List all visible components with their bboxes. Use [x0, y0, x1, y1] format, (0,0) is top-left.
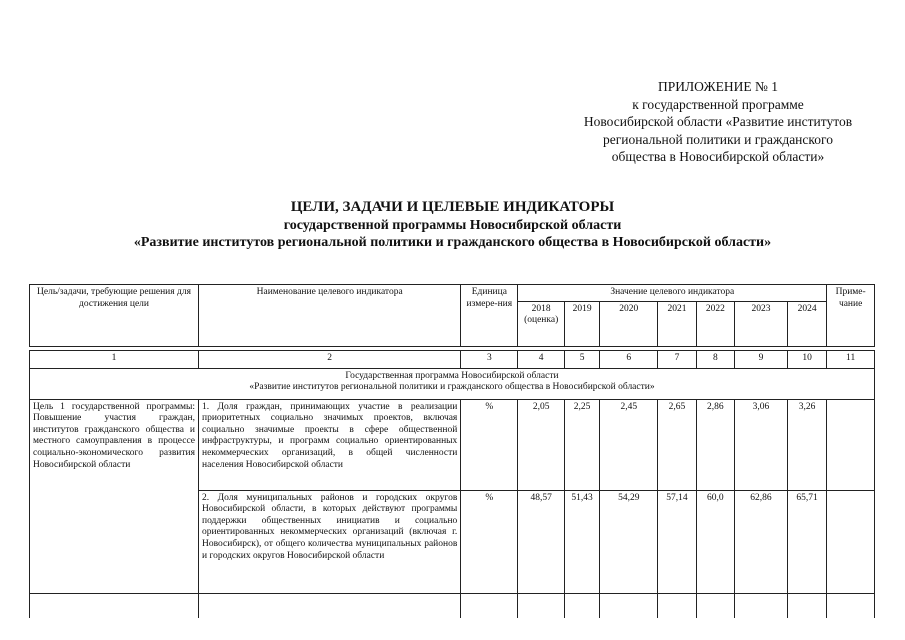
- col-number: 9: [735, 350, 788, 368]
- value-cell: 57,14: [658, 490, 696, 593]
- appendix-line-5: общества в Новосибирской области»: [611, 149, 825, 164]
- title-line-1: ЦЕЛИ, ЗАДАЧИ И ЦЕЛЕВЫЕ ИНДИКАТОРЫ: [290, 199, 615, 215]
- empty-cell: [696, 593, 734, 618]
- value-cell: 51,43: [564, 490, 599, 593]
- goal-cell: Цель 1 государственной программы: Повышение участия граждан, институтов гражданского общества и местного самоуправления в процессе социально-экономического развития Новосибирской области: [30, 399, 199, 593]
- header-goal: Цель/задачи, требующие решения для достижения цели: [30, 285, 199, 347]
- col-number: 10: [787, 350, 826, 368]
- empty-cell: [199, 593, 461, 618]
- empty-cell: [658, 593, 696, 618]
- note-cell: [827, 490, 875, 593]
- empty-cell: [735, 593, 788, 618]
- title-line-3: «Развитие институтов региональной политики и гражданского общества в Новосибирской области»: [133, 235, 772, 250]
- empty-cell: [461, 593, 518, 618]
- empty-cell: [787, 593, 826, 618]
- note-cell: [827, 399, 875, 490]
- appendix-line-2: к государственной программе: [632, 96, 804, 112]
- indicators-table: [29, 284, 875, 618]
- header-year-2022: 2022: [696, 301, 734, 346]
- header-year-2018: 2018 (оценка): [518, 301, 565, 346]
- col-number: 4: [518, 350, 565, 368]
- table-row-continuation: [30, 593, 875, 618]
- col-number: 8: [696, 350, 734, 368]
- unit-cell: %: [461, 399, 518, 490]
- header-year-2024: 2024: [787, 301, 826, 346]
- value-cell: 3,26: [787, 399, 826, 490]
- table-row: [30, 399, 875, 490]
- col-number: 1: [30, 350, 199, 368]
- col-number: 11: [827, 350, 875, 368]
- program-row-line-1: Государственная программа Новосибирской области: [345, 370, 559, 381]
- header-unit: Единица измере-ния: [461, 285, 518, 347]
- value-cell: 2,45: [600, 399, 658, 490]
- title-line-2: государственной программы Новосибирской области: [283, 217, 622, 233]
- document-title: [0, 199, 905, 252]
- empty-cell: [564, 593, 599, 618]
- col-number: 2: [199, 350, 461, 368]
- empty-cell: [600, 593, 658, 618]
- empty-cell: [827, 593, 875, 618]
- header-year-2020: 2020: [600, 301, 658, 346]
- value-cell: 3,06: [735, 399, 788, 490]
- col-number: 5: [564, 350, 599, 368]
- column-number-row: [30, 350, 875, 368]
- empty-cell: [518, 593, 565, 618]
- value-cell: 65,71: [787, 490, 826, 593]
- unit-cell: %: [461, 490, 518, 593]
- header-year-2021: 2021: [658, 301, 696, 346]
- value-cell: 2,86: [696, 399, 734, 490]
- value-cell: 48,57: [518, 490, 565, 593]
- appendix-line-1: ПРИЛОЖЕНИЕ № 1: [657, 79, 779, 94]
- value-cell: 54,29: [600, 490, 658, 593]
- header-year-2023: 2023: [735, 301, 788, 346]
- indicator-cell: 2. Доля муниципальных районов и городских округов Новосибирской области, в которых действуют программы поддержки общественных инициатив и социально ориентированных некоммерческих организаций (включая г. Новосибирск), от общего количества муниципальных районов и городских округов Новосибирской области: [199, 490, 461, 593]
- header-year-2019: 2019: [564, 301, 599, 346]
- value-cell: 2,05: [518, 399, 565, 490]
- appendix-block: [548, 78, 888, 166]
- value-cell: 2,25: [564, 399, 599, 490]
- col-number: 6: [600, 350, 658, 368]
- col-number: 3: [461, 350, 518, 368]
- value-cell: 60,0: [696, 490, 734, 593]
- appendix-line-3: Новосибирской области «Развитие институтов: [583, 114, 853, 129]
- value-cell: 62,86: [735, 490, 788, 593]
- program-row: [30, 368, 875, 399]
- empty-cell: [30, 593, 199, 618]
- program-row-line-2: «Развитие институтов региональной политики и гражданского общества в Новосибирской области»: [249, 382, 655, 393]
- header-indicator: Наименование целевого индикатора: [199, 285, 461, 347]
- col-number: 7: [658, 350, 696, 368]
- header-value: Значение целевого индикатора: [518, 285, 827, 302]
- indicator-cell: 1. Доля граждан, принимающих участие в реализации приоритетных социально значимых проектов, включая социально значимые проекты в сфере общественной инфраструктуры, и программ социально ориентированных некоммерческих организаций, в общей численности населения Новосибирской области: [199, 399, 461, 490]
- header-note: Приме-чание: [827, 285, 875, 347]
- value-cell: 2,65: [658, 399, 696, 490]
- appendix-line-4: региональной политики и гражданского: [603, 131, 833, 147]
